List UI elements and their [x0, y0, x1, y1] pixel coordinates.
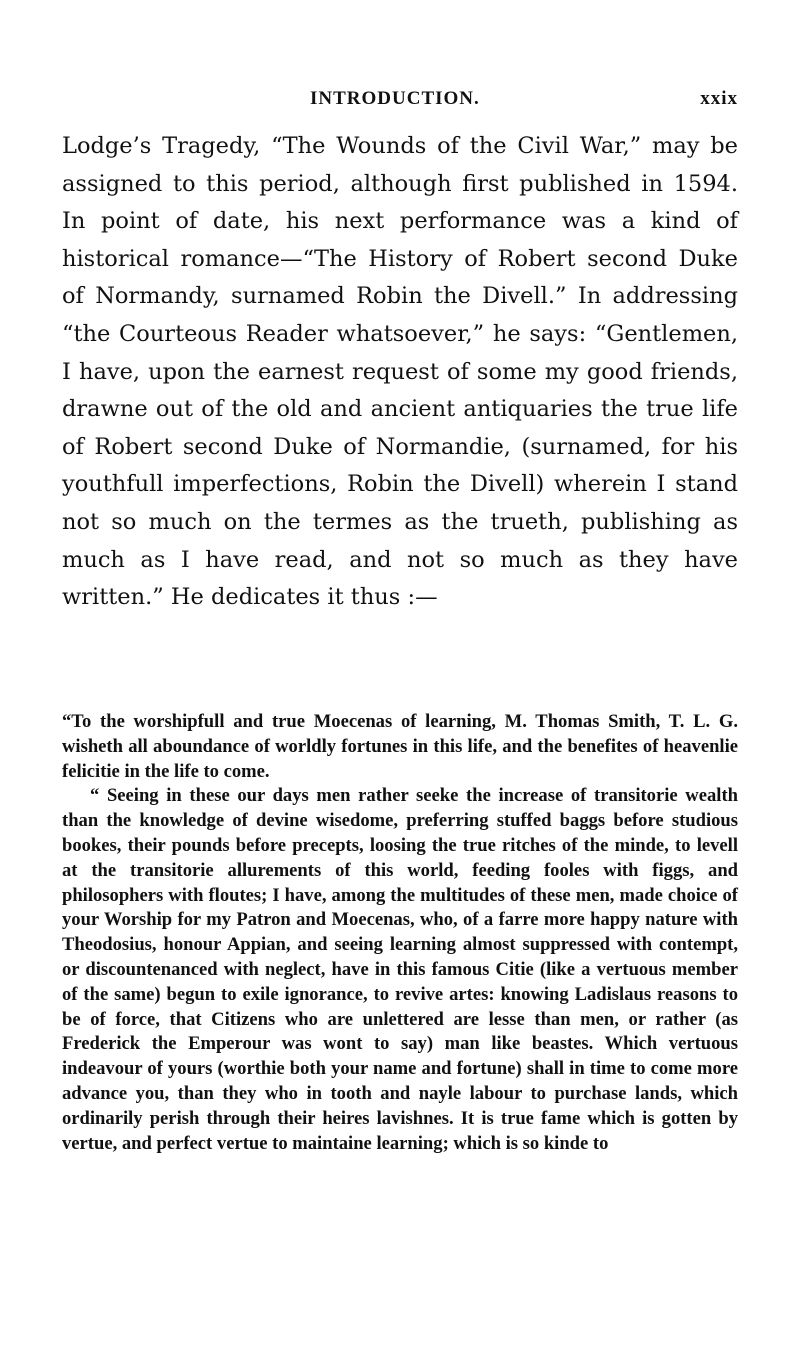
body-text: [62, 128, 738, 617]
page-number: xxix: [700, 88, 738, 109]
running-title: INTRODUCTION.: [310, 88, 480, 109]
dedication-text: “ Seeing in these our days men rather seeke the increase of transitorie wealth than the knowledge of devine wisedome, preferring stuffed baggs before studious bookes, their pounds before precepts, loosing the true ritches of the minde, to levell at the transitorie allurements of this world, feeding fooles with figgs, and philosophers with floutes; I have, among the multitudes of these men, made choice of your Worship for my Patron and Moecenas, who, of a farre more happy nature with Theodosius, honour Appian, and seeing learning almost suppressed with contempt, or discountenanced with neglect, have in this famous Citie (like a vertuous member of the same) begun to exile ignorance, to revive artes: knowing Ladislaus reasons to be of force, that Citizens who are unlettered are lesse than men, or rather (as Frederick the Emperour was wont to say) man like beastes. Which vertuous indeavour of yours (worthie both your name and fortune) shall in time to come more advance you, than they who in tooth and nayle labour to purchase lands, which ordinarily perish through their heires lavishnes. It is true fame which is gotten by vertue, and perfect vertue to maintaine learning; which is so kinde to: [62, 785, 738, 1154]
dedication-quote: [62, 710, 738, 1156]
dedication-salutation: “To the worshipfull and true Moecenas of learning, M. Thomas Smith, T. L. G. wisheth all aboundance of worldly fortunes in this life, and the benefites of heavenlie felicitie in the life to come.: [62, 711, 738, 782]
body-paragraph: Lodge’s Tragedy, “The Wounds of the Civil War,” may be assigned to this period, although first published in 1594. In point of date, his next performance was a kind of historical romance—“The History of Robert second Duke of Normandy, surnamed Robin the Divell.” In addressing “the Courteous Reader whatsoever,” he says: “Gentlemen, I have, upon the earnest request of some my good friends, drawne out of the old and ancient antiquaries the true life of Robert second Duke of Normandie, (surnamed, for his youthfull imperfections, Robin the Divell) wherein I stand not so much on the termes as the trueth, publishing as much as I have read, and not so much as they have written.” He dedicates it thus :—: [62, 133, 738, 611]
running-head: [62, 88, 738, 114]
